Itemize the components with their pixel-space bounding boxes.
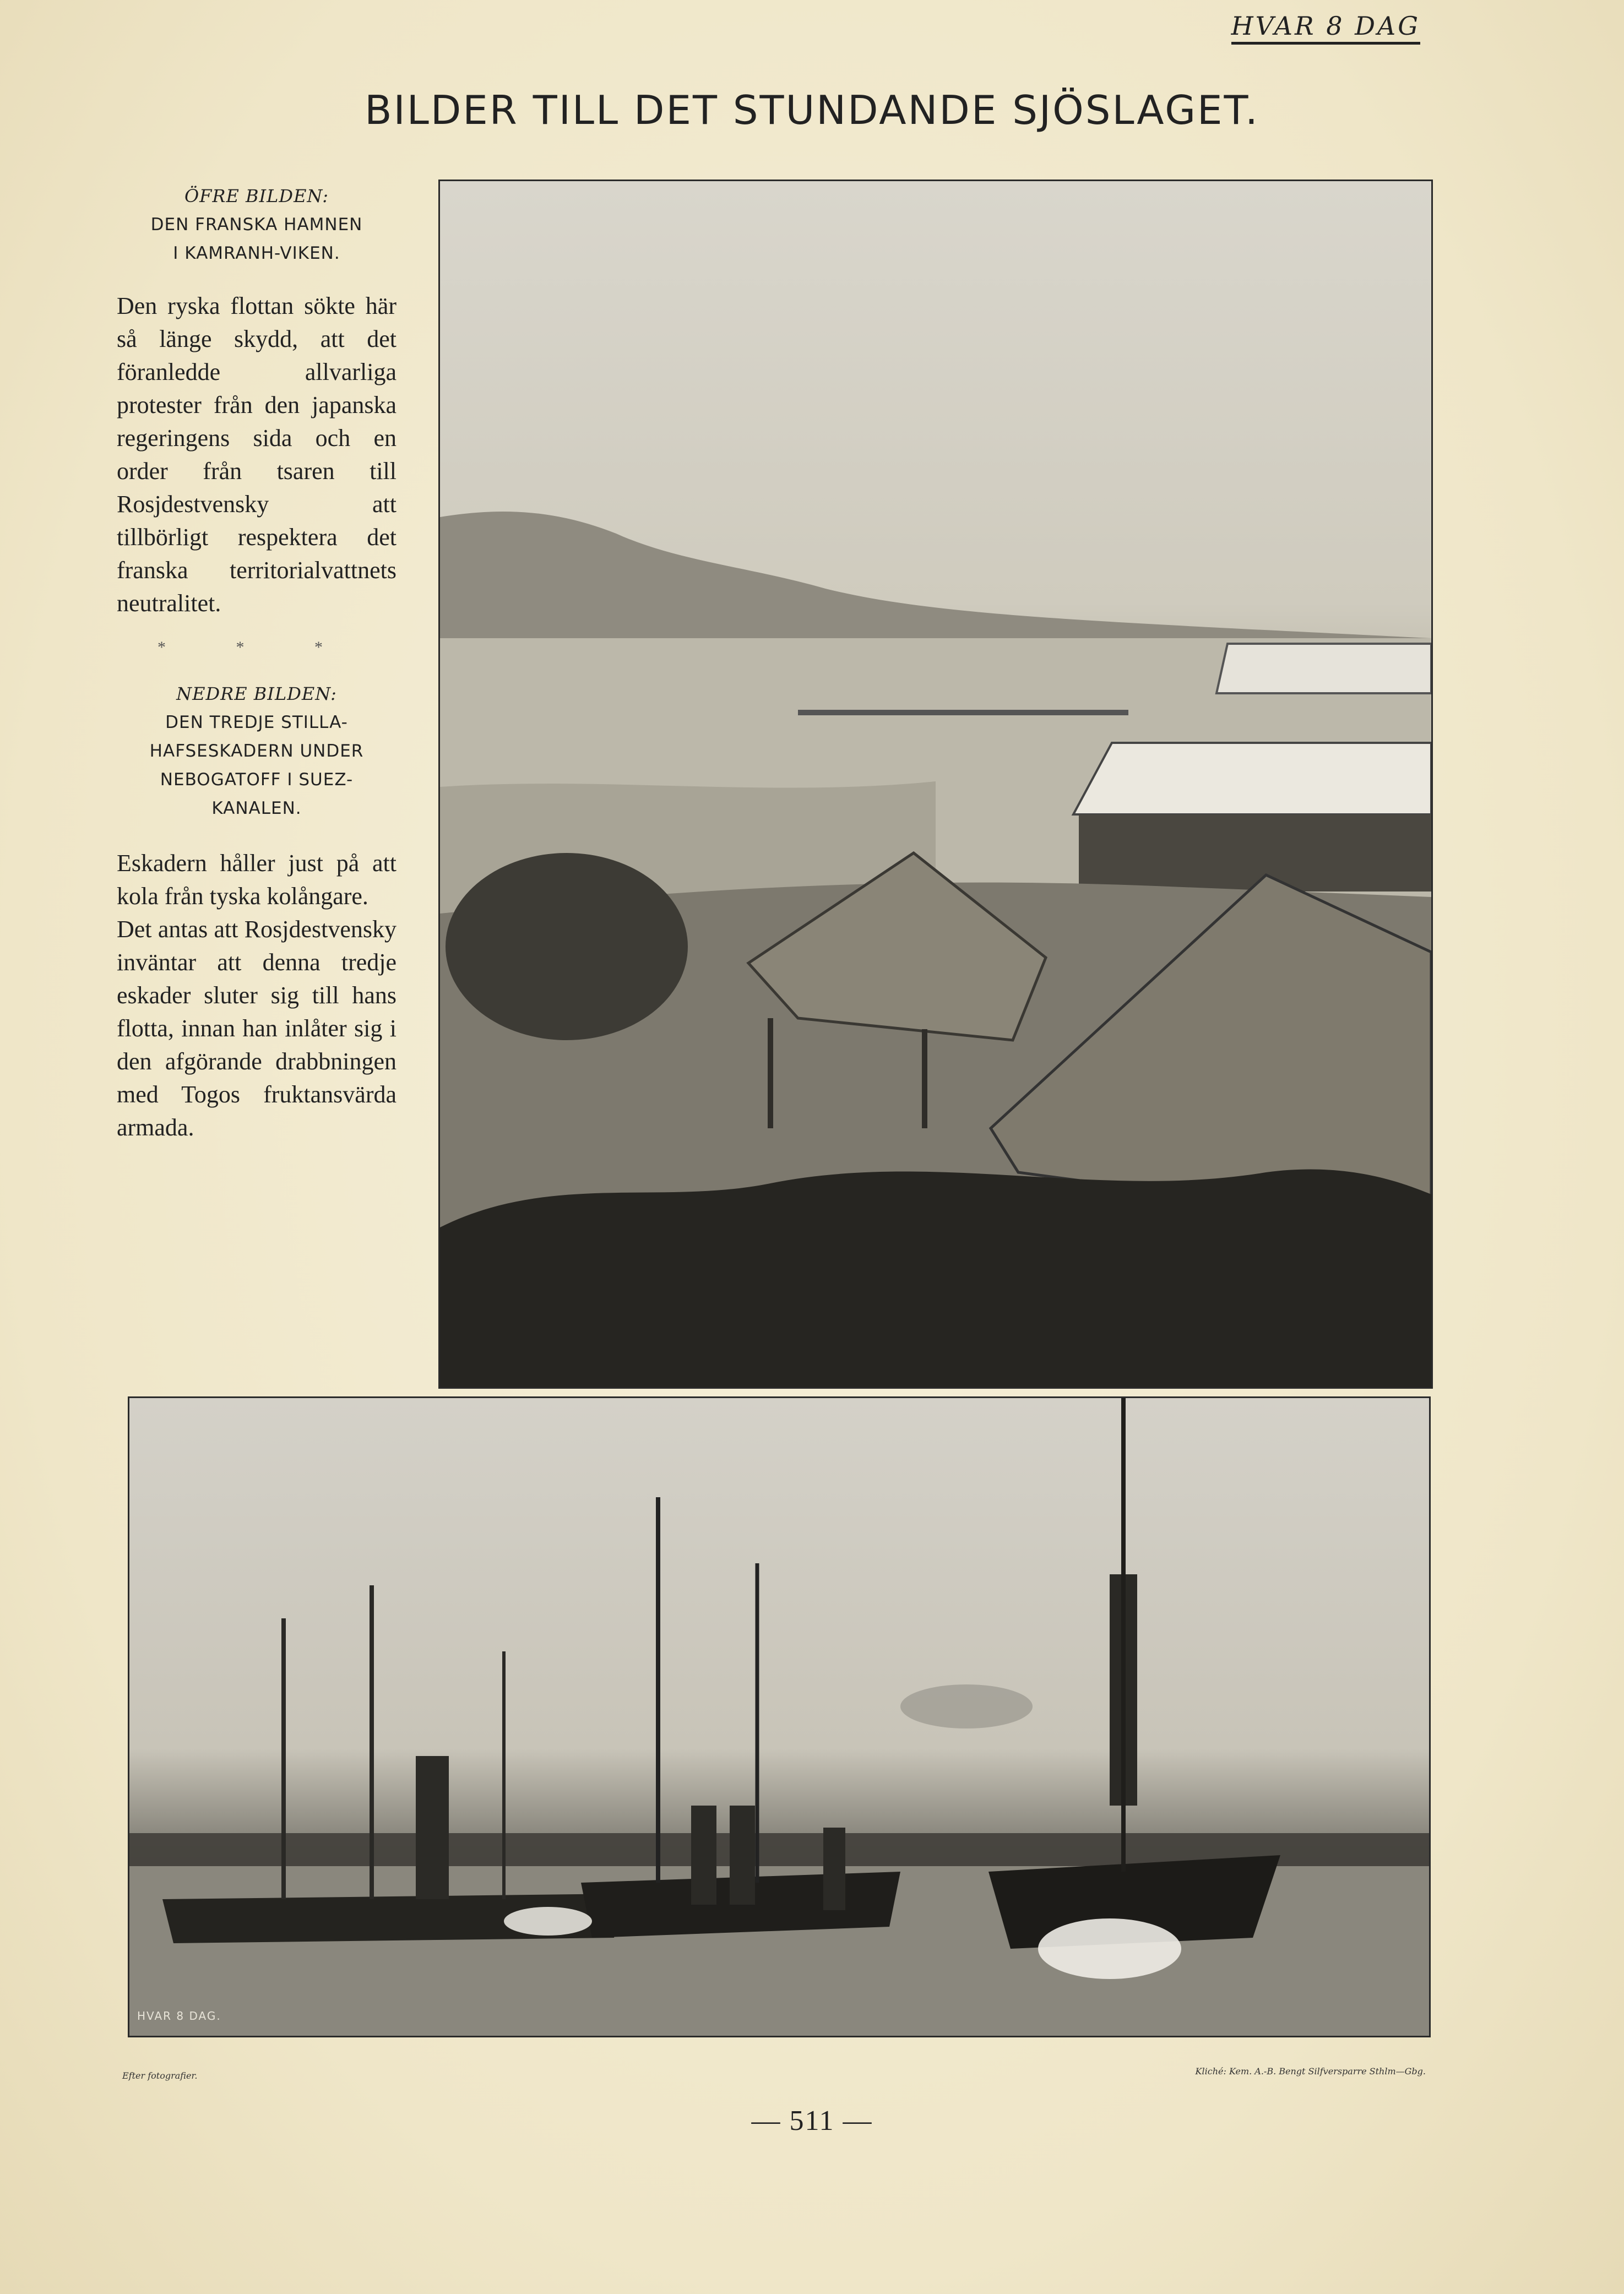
photo-credit: Efter fotografier.: [122, 2070, 198, 2081]
photo-watermark: HVAR 8 DAG.: [137, 2009, 221, 2023]
lower-description: Det antas att Rosjdestvensky inväntar att denna tredje eskader sluter sig till hans flotta, innan han inlåter sig i den afgörande drabbningen med Togos fruktansvärda armada.: [117, 916, 397, 1141]
upper-caption-label: ÖFRE BILDEN:: [184, 186, 329, 206]
lower-description: Eskadern håller just på att kola från tyska kolångare.: [117, 850, 397, 910]
lower-caption-line: NEBOGATOFF I SUEZ-: [160, 770, 354, 790]
upper-caption-line: DEN FRANSKA HAMNEN: [150, 215, 363, 235]
upper-caption-line: I KAMRANH-VIKEN.: [173, 243, 340, 263]
upper-caption: [117, 182, 397, 268]
harbour-photo-drawing: [440, 181, 1431, 1387]
squadron-photo: [128, 1396, 1431, 2037]
lower-caption-label: NEDRE BILDEN:: [176, 683, 337, 704]
lower-caption: [117, 679, 397, 823]
lower-caption-line: HAFSESKADERN UNDER: [149, 741, 364, 761]
magazine-header: HVAR 8 DAG: [1231, 11, 1420, 45]
section-separator: * * *: [157, 638, 356, 656]
upper-description: Den ryska flottan sökte här så länge skydd, att det föranledde allvarliga protester från den japanska regeringens sida och en order från tsaren till Rosjdestvensky att tillbörligt respektera det franska territorialvattnets neutralitet.: [117, 292, 397, 617]
page-title: BILDER TILL DET STUNDANDE SJÖSLAGET.: [365, 87, 1259, 133]
harbour-photo: [438, 180, 1433, 1389]
lower-caption-line: DEN TREDJE STILLA-: [165, 713, 348, 732]
lower-caption-line: KANALEN.: [211, 798, 302, 818]
engraving-credit: Kliché: Kem. A.-B. Bengt Silfversparre Sthlm—Gbg.: [1195, 2066, 1426, 2076]
page-number: — 511 —: [751, 2105, 873, 2137]
caption-column: [117, 182, 397, 1144]
squadron-photo-drawing: [129, 1398, 1429, 2036]
